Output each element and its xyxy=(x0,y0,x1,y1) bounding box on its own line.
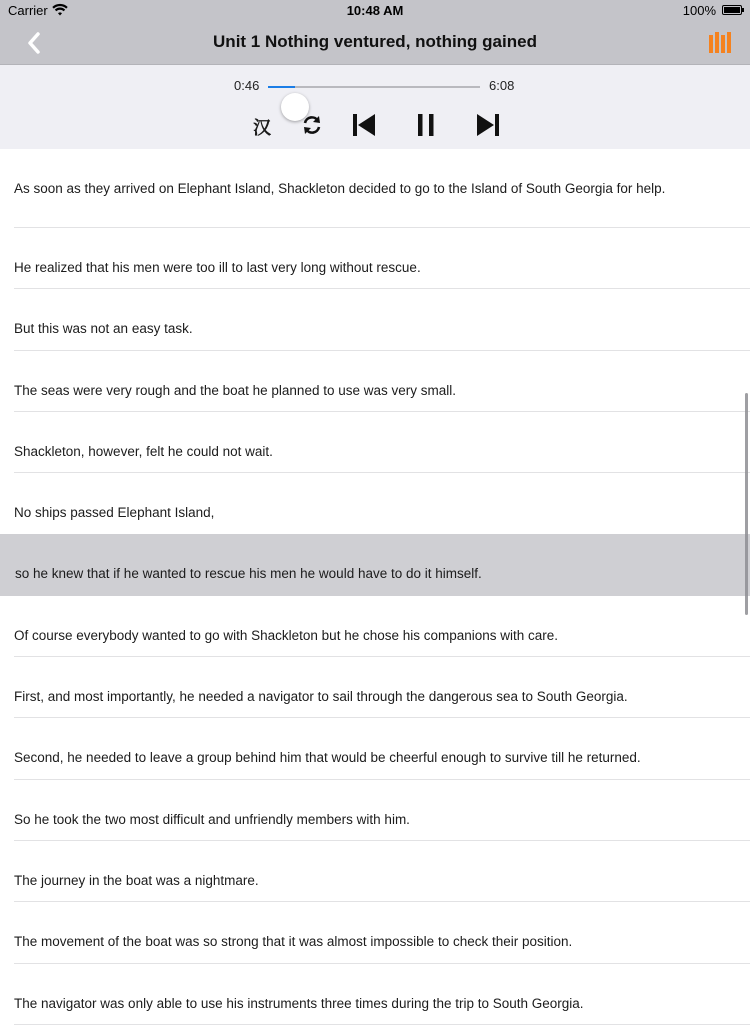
sentence-row[interactable] xyxy=(0,534,750,595)
sentence-row[interactable] xyxy=(14,228,750,289)
sentence-text: The movement of the boat was so strong that it was almost impossible to check their position. xyxy=(14,934,573,950)
audio-player xyxy=(0,65,750,149)
scrollbar[interactable] xyxy=(745,393,748,615)
sentence-row[interactable] xyxy=(14,718,750,779)
sentence-text: so he knew that if he wanted to rescue his men he would have to do it himself. xyxy=(15,566,482,582)
sentence-text: Shackleton, however, felt he could not wait. xyxy=(14,443,273,459)
sentence-row[interactable] xyxy=(14,841,750,902)
sentence-list[interactable] xyxy=(0,149,750,1011)
sentence-row[interactable] xyxy=(14,964,750,1025)
elapsed-time: 0:46 xyxy=(234,78,260,93)
sentence-text: The seas were very rough and the boat he planned to use was very small. xyxy=(14,382,456,398)
sentence-text: So he took the two most difficult and unfriendly members with him. xyxy=(14,811,410,827)
nav-bar xyxy=(0,22,750,65)
sentence-row[interactable] xyxy=(14,780,750,841)
sentence-text: But this was not an easy task. xyxy=(14,321,193,337)
sentence-text: The navigator was only able to use his instruments three times during the trip to South Georgia. xyxy=(14,995,584,1011)
sentence-row[interactable] xyxy=(14,596,750,657)
battery-icon xyxy=(722,5,742,15)
sentence-text: First, and most importantly, he needed a navigator to sail through the dangerous sea to South Georgia. xyxy=(14,689,628,705)
previous-track-icon[interactable] xyxy=(351,112,377,138)
sentence-text: Second, he needed to leave a group behind him that would be cheerful enough to survive till he returned. xyxy=(14,750,641,766)
pause-icon[interactable] xyxy=(413,112,439,138)
carrier-label: Carrier xyxy=(8,3,48,18)
status-bar xyxy=(0,0,750,22)
next-track-icon[interactable] xyxy=(475,112,501,138)
status-time: 10:48 AM xyxy=(346,3,404,18)
sentence-row[interactable] xyxy=(14,902,750,963)
sentence-row[interactable] xyxy=(14,289,750,350)
battery-percent: 100% xyxy=(682,3,716,18)
total-time: 6:08 xyxy=(489,78,515,93)
repeat-icon[interactable] xyxy=(299,112,325,138)
playlist-icon[interactable] xyxy=(708,31,732,55)
sentence-text: No ships passed Elephant Island, xyxy=(14,505,215,521)
progress-played xyxy=(268,86,295,88)
sentence-row[interactable] xyxy=(14,351,750,412)
translation-toggle-button[interactable]: 汉 xyxy=(253,118,271,138)
sentence-row[interactable] xyxy=(14,412,750,473)
sentence-text: As soon as they arrived on Elephant Island, Shackleton decided to go to the Island of South Georgia for help. xyxy=(14,181,666,196)
sentence-row[interactable] xyxy=(14,657,750,718)
sentence-row[interactable] xyxy=(14,473,750,534)
progress-slider[interactable] xyxy=(268,86,480,88)
sentence-text: The journey in the boat was a nightmare. xyxy=(14,872,259,888)
sentence-row[interactable] xyxy=(14,149,750,228)
sentence-text: He realized that his men were too ill to last very long without rescue. xyxy=(14,260,421,275)
page-title: Unit 1 Nothing ventured, nothing gained xyxy=(213,32,537,51)
sentence-text: Of course everybody wanted to go with Shackleton but he chose his companions with care. xyxy=(14,627,559,643)
